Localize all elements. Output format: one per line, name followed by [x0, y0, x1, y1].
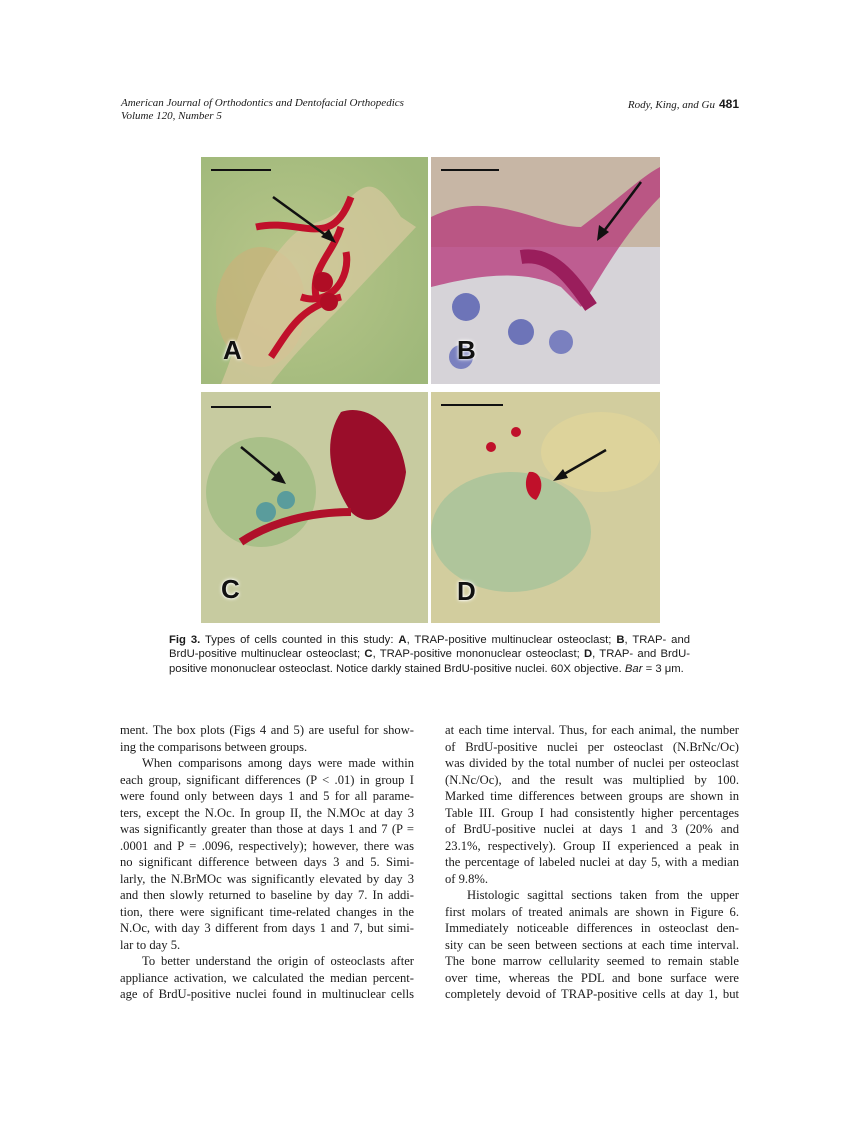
text-line: age of BrdU-positive nuclei found in multinuclear cells [120, 987, 414, 1001]
body-column-right [445, 722, 739, 1003]
text-line: was divided by the total number of nuclei per osteoclast [445, 756, 739, 770]
text-line: Immediately noticeable differences in osteoclast den- [445, 921, 739, 935]
text-line: of 9.8%. [445, 871, 489, 886]
figure-panel-d [431, 392, 660, 623]
text-line: each group, significant differences (P < .01) in group I [120, 772, 414, 787]
text-line: first molars of treated animals are shown in Figure 6. [445, 904, 739, 919]
caption-text: , TRAP- and BrdU-positive mononuclear osteoclast. Notice darkly stained BrdU-positive nuclei. 60X objective. [169, 648, 690, 675]
text-line: completely devoid of TRAP-positive cells at day 1, but [445, 987, 739, 1001]
text-line: of BrdU-positive nuclei at days 1 and 3 (20% and [445, 822, 739, 836]
caption-key: B [616, 634, 625, 646]
panel-label: A [223, 335, 242, 365]
journal-volume: Volume 120, Number 5 [121, 110, 222, 122]
caption-key: A [398, 634, 407, 646]
panel-label: D [457, 576, 476, 606]
figure-panel-a [201, 157, 428, 384]
authors: Rody, King, and Gu [627, 99, 715, 111]
caption-key: D [583, 648, 593, 661]
caption-text: Types of cells counted in this study: [200, 634, 399, 646]
body-column-left [120, 722, 414, 1003]
text-line: N.Oc, with day 3 different from days 1 and 7, but simi- [120, 921, 414, 935]
text-line: Histologic sagittal sections taken from the upper [467, 888, 739, 902]
caption-text: , TRAP-positive mononuclear osteoclast; [372, 648, 584, 661]
text-line: ment. The box plots (Figs 4 and 5) are useful for show- [120, 723, 414, 737]
text-line: larly, the N.BrMOc was significantly elevated by day 3 [120, 871, 414, 886]
text-line: no significant difference between days 3 and 5. Simi- [120, 855, 414, 869]
panel-label: B [457, 335, 476, 365]
text-line: .0001 and P = .0096, respectively); however, there was [120, 838, 414, 853]
caption-fig-label: Fig 3. [169, 634, 201, 646]
panel-label: C [221, 574, 240, 604]
text-line: the percentage of labeled nuclei at day 5, with a median [445, 855, 739, 869]
caption-text: = 3 μm. [642, 662, 684, 675]
text-line: When comparisons among days were made within [142, 756, 414, 770]
text-line: Table III. Group I had consistently higher percentages [445, 805, 739, 820]
text-line: and then slowly returned to baseline by day 7. In addi- [120, 888, 414, 902]
text-line: (N.Nc/Oc), and the result was multiplied by 100. [445, 772, 739, 787]
figure-caption [169, 633, 690, 676]
caption-bar: Bar [624, 662, 643, 675]
running-header-left [121, 97, 404, 123]
text-line: of BrdU-positive nuclei per osteoclast (N.BrNc/Oc) [445, 739, 739, 754]
text-line: The bone marrow cellularity seemed to remain stable [445, 954, 739, 968]
text-line: 23.1%, respectively). Group II experienced a peak in [445, 838, 739, 853]
text-line: Marked time differences between groups are shown in [445, 789, 739, 803]
text-line: at each time interval. Thus, for each animal, the number [445, 723, 739, 737]
text-line: were found only between days 1 and 5 for all parame- [120, 789, 414, 803]
figure-panel-b [431, 157, 660, 384]
running-header-right [628, 97, 739, 111]
figure-panel-c [201, 392, 428, 623]
text-line: lar to day 5. [120, 937, 181, 952]
text-line: ing the comparisons between groups. [120, 739, 308, 754]
text-line: ters, except the N.Oc. In group II, the N.MOc at day 3 [120, 805, 414, 820]
journal-title: American Journal of Orthodontics and Dentofacial Orthopedics [121, 97, 404, 109]
caption-text: , TRAP- and BrdU-positive multinuclear osteoclast; [169, 634, 691, 661]
caption-text: , TRAP-positive multinuclear osteoclast; [406, 634, 617, 646]
text-line: over time, whereas the PDL and bone surface were [445, 970, 739, 985]
page-number: 481 [718, 97, 739, 111]
text-line: tion, there were significant time-related changes in the [120, 904, 414, 919]
text-line: appliance activation, we calculated the median percent- [120, 970, 414, 985]
text-line: sity can be seen between sections at each time interval. [445, 937, 739, 952]
caption-key: C [364, 648, 373, 661]
text-line: To better understand the origin of osteoclasts after [142, 954, 414, 968]
text-line: was significantly greater than those at days 1 and 7 (P = [120, 822, 414, 836]
